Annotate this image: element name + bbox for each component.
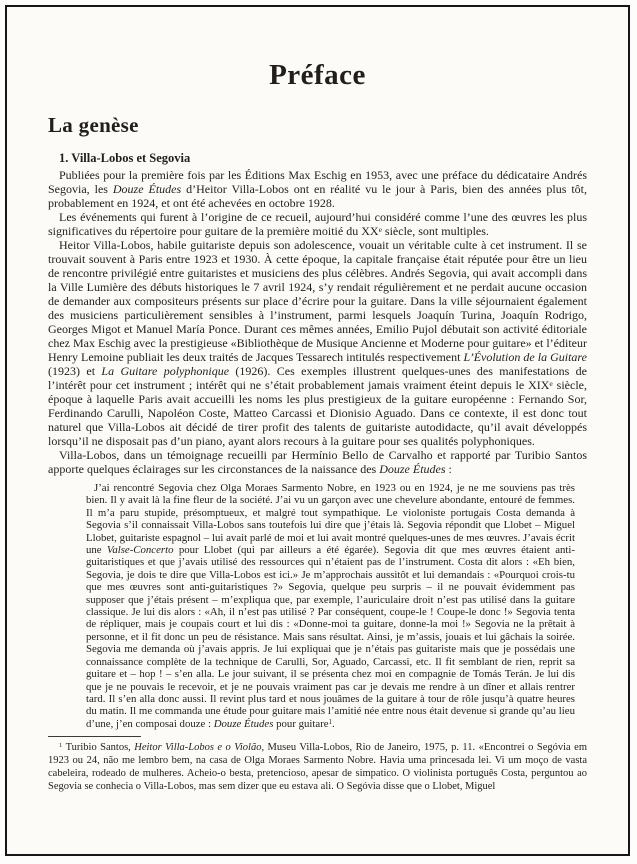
- footnote-rule: [48, 736, 141, 737]
- footnote: $^1$ Turibio Santos, Heitor Villa-Lobos e o Violão, Museu Villa-Lobos, Rio de Janeiro, 1975, p. 11. «Encontrei o Segóvia em 1923 ou 24, não me lembro bem, na casa de Olga Moraes Sarmento Nobre. Havia uma princesada lei. Vi um moço de vasta cabeleira, rodeado de mulheres. Acheio-o besta, pretencioso, apesar de simpatico. O violinista português Costa, perguntou ao Segovia se conhecia o Villa-Lobos, mas sem dizer que eu estava ali. O Segóvia disse que o Llobet, Miguel: [48, 742, 587, 793]
- section-heading: La genèse: [48, 113, 139, 137]
- preface-page: [7, 59, 628, 793]
- quote-block: J’ai rencontré Segovia chez Olga Moraes Sarmento Nobre, en 1923 ou en 1924, je ne me souviens pas très bien. Il y avait là la fine fleur de la société. J’ai vu un garçon avec une chevelure abondante, entouré de femmes. Il m’a paru stupide, présomptueux, et malgré tout sympathique. Le violoniste portugais Costa demanda à Segovia s’il connaissait Villa-Lobos sans toutefois lui dire que j’étais là. Segovia répondit que Llobet – Miguel Llobet, guitariste espagnol – lui avait parlé de moi et lui avait montré quelques-unes de mes œuvres. J’avais écrit une Valse-Concerto pour Llobet (qui par ailleurs a été égarée). Segovia dit que mes œuvres étaient anti-guitaristiques et que j’avais utilisé des ressources qui n’étaient pas de l’instrument. Costa dit alors : «Eh bien, Segovia, je dois te dire que Villa-Lobos est ici.» Je m’approchais aussitôt et lui demandais : «Pourquoi crois-tu que mes œuvres sont anti-guitaristiques ?» Segovia, quelque peu surpris – il ne pouvait évidemment pas supposer que j’étais présent – m’expliqua que, par exemple, l’auriculaire droit n’est pas utilisé dans la guitare classique. Je lui dis alors : «Ah, il n’est pas utilisé ? Par conséquent, coupe-le ! Coupe-le donc !» Segovia tenta de répliquer, mais je coupais court et lui dis : «Donne-moi ta guitare, donne-la moi !» Segovia ne la prêtait à personne, et il fit donc un peu de résistance. Mais sans résultat. Ainsi, je m’assis, jouais et lui gâchais la soirée. Segovia me demanda où j’avais appris. Je lui expliquai que je n’étais pas guitariste mais que je possédais une connaissance complète de la technique de Carulli, Sor, Aguado, Carcassi, etc. Il fit semblant de rien, reprit sa guitare et – hop ! – s’en alla. Le jour suivant, il se présenta chez moi en compagnie de Tomás Terán. Je lui dis que je ne pouvais le recevoir, et je ne pouvais vraiment pas car je devais me rendre à un dîner et allais rentrer tard. Il s’en alla donc aussi. Il revint plus tard et nous jouâmes de la guitare à tour de rôle jusqu’à quatre heures du matin. Il me commanda une étude pour guitare mais l’amitié née entre nous était devenue si grande qu’au lieu d’une, j’en composai douze : Douze Études pour guitare$^1$.: [86, 482, 575, 730]
- paragraph-publication: Publiées pour la première fois par les Éditions Max Eschig en 1953, avec une préface du dédicataire Andrés Segovia, les Douze Études d’Heitor Villa-Lobos ont en réalité vu le jour à Paris, bien des années plus tôt, probablement en 1924, et ont été achevées en octobre 1928.: [48, 168, 587, 210]
- page-title: Préface: [269, 59, 366, 91]
- paragraph-events: Les événements qui furent à l’origine de ce recueil, aujourd’hui considéré comme l’une des œuvres les plus significatives du répertoire pour guitare de la première moitié du XXe siècle, sont multiples.: [48, 210, 587, 238]
- subsection-heading: 1. Villa-Lobos et Segovia: [59, 151, 191, 165]
- page-frame: [5, 5, 630, 856]
- paragraph-paris-context: Heitor Villa-Lobos, habile guitariste depuis son adolescence, vouait un véritable culte à cet instrument. Il se trouvait souvent à Paris entre 1923 et 1930. À cette époque, la capitale française était réputée pour être un lieu de rencontre privilégié entre guitaristes et musiciens des plus célèbres. Andrés Segovia, qui avait accompli dans la Ville Lumière des débuts historiques le 7 avril 1924, s’y rendait régulièrement et ne perdait aucune occasion de demander aux compositeurs présents sur place d’écrire pour la guitare. Dans la ville séjournaient également des musiciens particulièrement sensibles à l’instrument, parmi lesquels Joaquín Turina, Joaquín Rodrigo, Georges Migot et Manuel María Ponce. Durant ces mêmes années, Emilio Pujol débutait son activité éditoriale chez Max Eschig avec la prestigieuse «Bibliothèque de Musique Ancienne et Moderne pour guitare» et l’éditeur Henry Lemoine publiait les deux traités de Jacques Tessarech intitulés respectivement L’Évolution de la Guitare (1923) et La Guitare polyphonique (1926). Ces exemples illustrent quelques-unes des manifestations de l’intérêt pour cet instrument ; intérêt qui ne s’était probablement jamais vraiment éteint depuis le XIXe siècle, époque à laquelle Paris avait accueilli les noms les plus prestigieux de la guitare européenne : Fernando Sor, Ferdinando Carulli, Napoléon Coste, Matteo Carcassi et Dionisio Aguado. Dans ce contexte, il est donc tout naturel que Villa-Lobos ait décidé de tirer profit des talents de guitariste autodidacte, qu’il avait développés lorsqu’il ne disposait pas d’un piano, ayant alors recours à la guitare pour ses qualités polyphoniques.: [48, 238, 587, 448]
- paragraph-quote-intro: Villa-Lobos, dans un témoignage recueilli par Hermínio Bello de Carvalho et rapporté par Turibio Santos apporte quelques éclairages sur les circonstances de la naissance des Douze Études :: [48, 448, 587, 476]
